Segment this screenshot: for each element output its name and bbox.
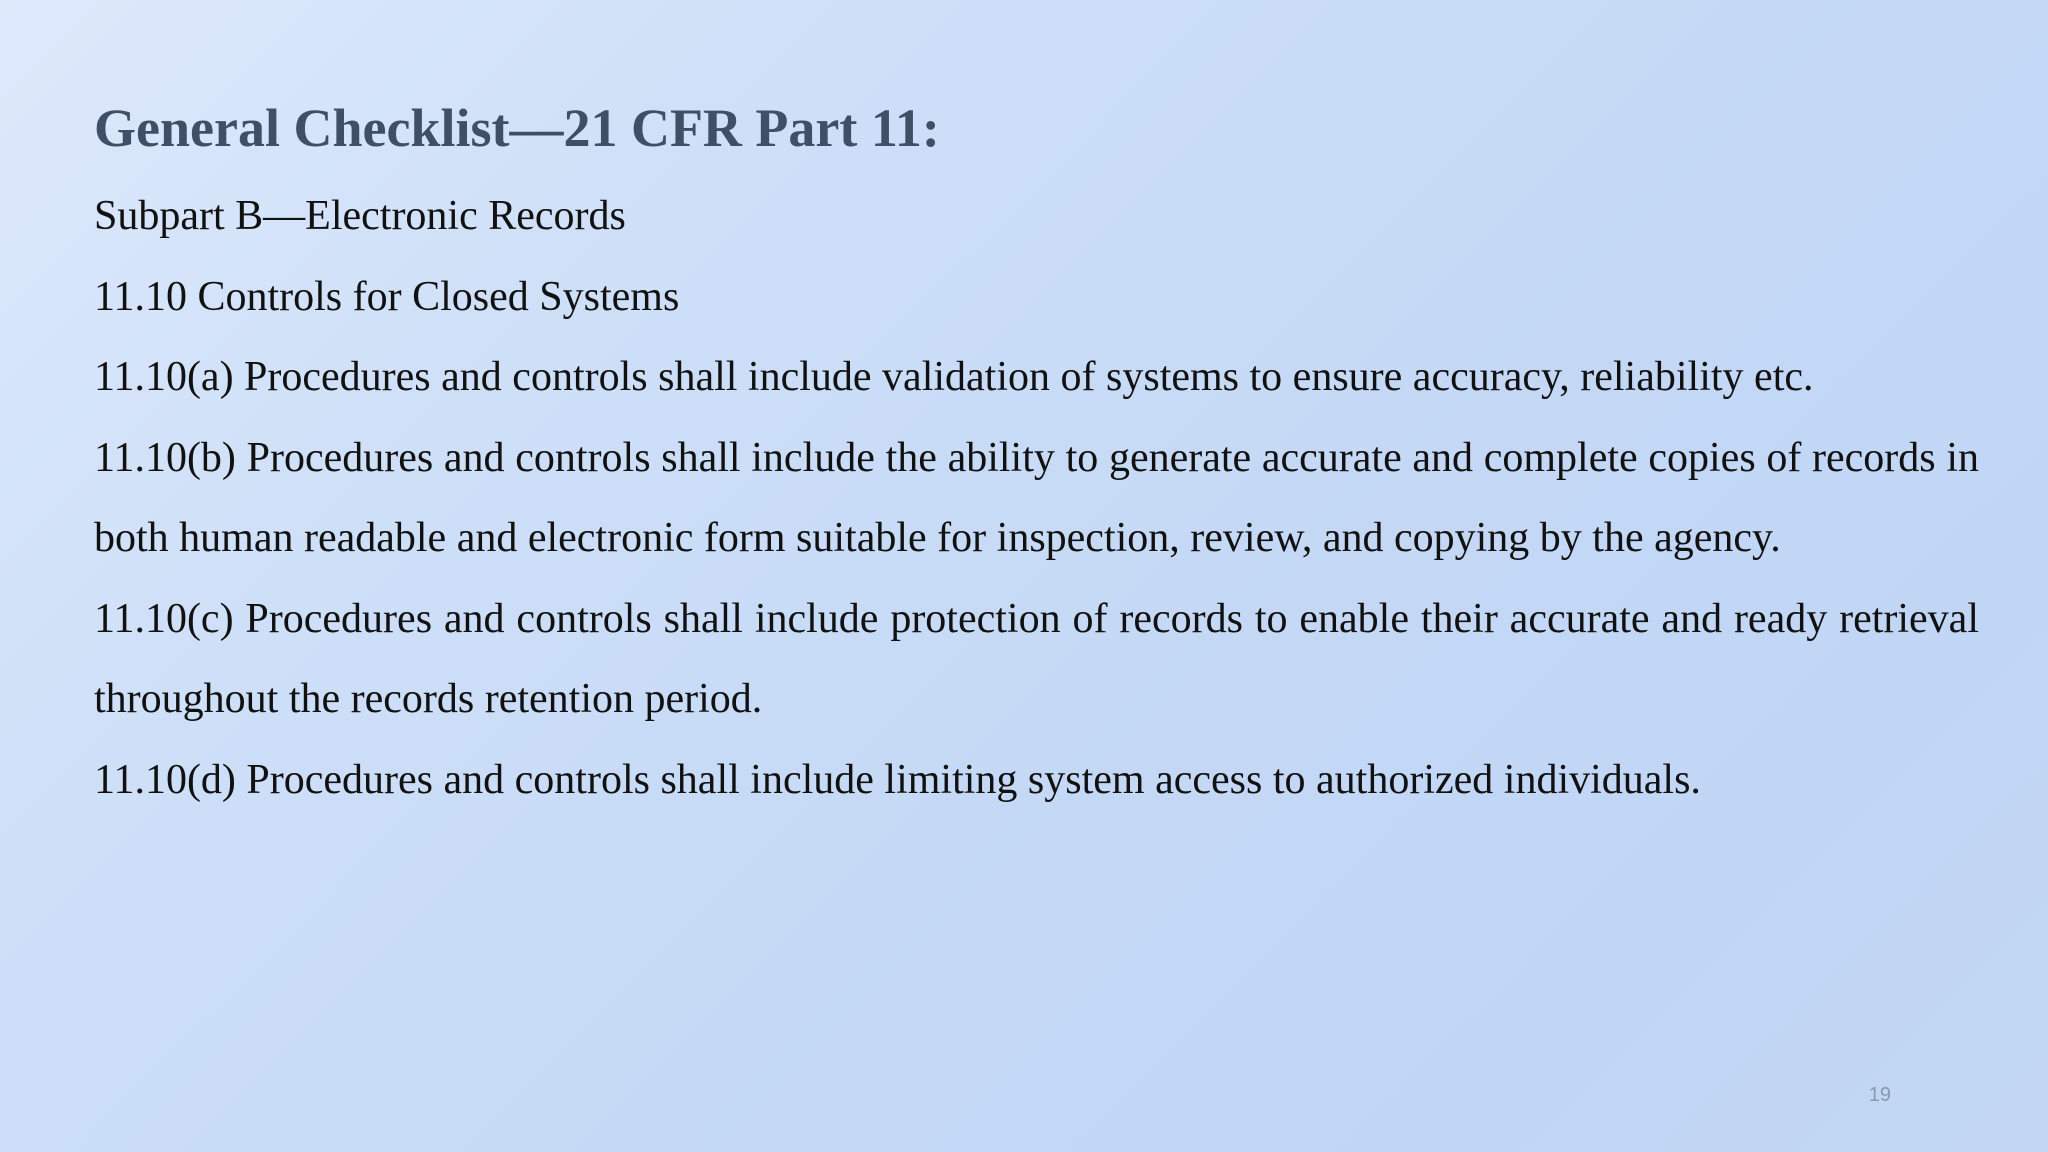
- checklist-item: 11.10(c) Procedures and controls shall include protection of records to enable their accurate and ready retrieval throughout the records retention period.: [94, 595, 1979, 722]
- slide-content: [94, 176, 1979, 820]
- page-number: 19: [1868, 1084, 1891, 1106]
- subpart-heading: Subpart B—Electronic Records: [94, 193, 626, 239]
- checklist-item: 11.10(b) Procedures and controls shall include the ability to generate accurate and complete copies of records in both human readable and electronic form suitable for inspection, review, and copying by the agency.: [94, 434, 1979, 561]
- checklist-item: 11.10(a) Procedures and controls shall include validation of systems to ensure accuracy, reliability etc.: [94, 354, 1814, 400]
- section-heading: 11.10 Controls for Closed Systems: [94, 273, 680, 320]
- slide-title: General Checklist—21 CFR Part 11:: [94, 98, 940, 158]
- checklist-item: 11.10(d) Procedures and controls shall include limiting system access to authorized individuals.: [94, 756, 1701, 803]
